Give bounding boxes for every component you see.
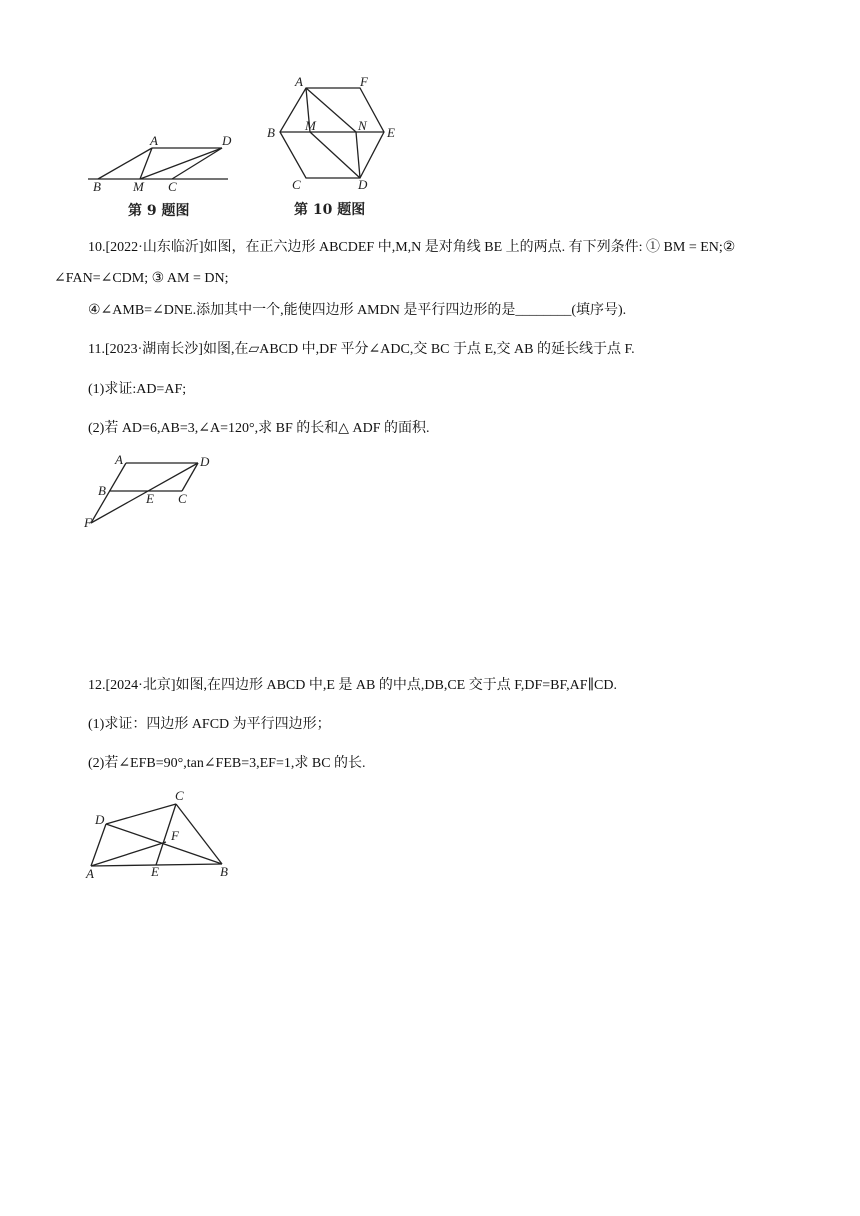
- fig10-point-M: M: [305, 118, 316, 133]
- fig9-point-C: C: [168, 179, 177, 194]
- q12-part-2: (2)若∠EFB=90°,tan∠FEB=3,EF=1,求 BC 的长.: [88, 756, 366, 771]
- q11-part-2: (2)若 AD=6,AB=3,∠A=120°,求 BF 的长和△ ADF 的面积.: [88, 421, 430, 436]
- q10-line-2: ∠FAN=∠CDM; ③ AM = DN;: [54, 271, 229, 286]
- fig12-point-B: B: [220, 864, 228, 879]
- fig11-point-D: D: [200, 454, 210, 469]
- fig10-point-E: E: [387, 125, 395, 140]
- figure-9-caption: 第 9 题图: [128, 203, 190, 219]
- fig10-point-B: B: [267, 125, 275, 140]
- fig11-point-C: C: [178, 491, 187, 506]
- fig12-point-E: E: [151, 864, 159, 879]
- q12-stem: 12.[2024·北京]如图,在四边形 ABCD 中,E 是 AB 的中点,DB,CE 交于点 F,DF=BF,AF∥CD.: [88, 678, 617, 693]
- fig12-point-F: F: [171, 828, 179, 843]
- q10-line-1: 10.[2022·山东临沂]如图，在正六边形 ABCDEF 中,M,N 是对角线 BE 上的两点. 有下列条件: ① BM = EN;②: [88, 240, 736, 255]
- q11-part-1: (1)求证:AD=AF;: [88, 382, 187, 397]
- fig11-point-F: F: [84, 515, 92, 530]
- fig12-point-C: C: [175, 788, 184, 803]
- fig10-point-F: F: [360, 74, 368, 89]
- fig9-point-D: D: [222, 133, 232, 148]
- fig11-point-E: E: [146, 491, 154, 506]
- fig9-point-M: M: [133, 179, 144, 194]
- figure-10-caption: 第 10 题图: [294, 202, 366, 218]
- fig10-point-D: D: [358, 177, 368, 192]
- q10-line-3: ④∠AMB=∠DNE.添加其中一个,能使四边形 AMDN 是平行四边形的是________(填序号).: [88, 303, 627, 318]
- fig9-point-B: B: [93, 179, 101, 194]
- fig12-point-D: D: [95, 812, 105, 827]
- fig11-point-A: A: [115, 452, 123, 467]
- fig10-point-C: C: [292, 177, 301, 192]
- fig11-point-B: B: [98, 483, 106, 498]
- fig10-point-N: N: [358, 118, 367, 133]
- fig12-point-A: A: [86, 866, 94, 881]
- fig10-point-A: A: [295, 74, 303, 89]
- q11-stem: 11.[2023·湖南长沙]如图,在▱ABCD 中,DF 平分∠ADC,交 BC 于点 E,交 AB 的延长线于点 F.: [88, 342, 635, 357]
- fig9-point-A: A: [150, 133, 158, 148]
- q12-part-1: (1)求证：四边形 AFCD 为平行四边形；: [88, 717, 331, 732]
